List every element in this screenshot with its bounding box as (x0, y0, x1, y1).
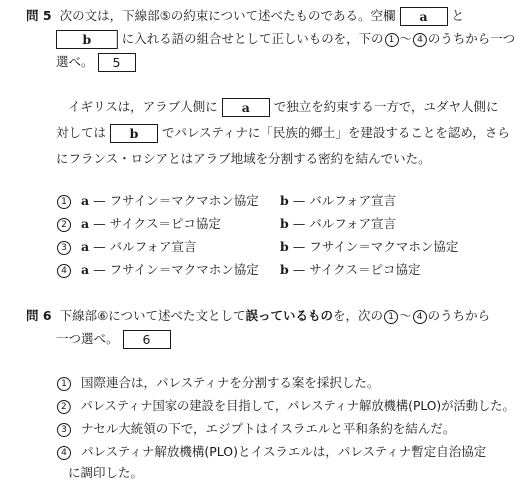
q6-intro-text-1b: を，次の (333, 308, 384, 323)
q5-intro-text-2b: のうちから一つ (427, 31, 516, 46)
q5-range-start-marker: 1 (385, 33, 399, 47)
q6-answer-box: 6 (123, 330, 171, 349)
q5-passage-text-2b: でパレスティナに「民族的郷土」を建設することを認め，さら (162, 125, 510, 140)
q5-option-2-a-text: — サイクス＝ピコ協定 (93, 216, 221, 231)
q6-option-3-marker: 3 (57, 423, 71, 437)
q5-option-2-b-text: — バルフォア宣言 (292, 216, 397, 231)
q5-option-3-b-text: — フサイン＝マクマホン協定 (292, 239, 459, 254)
q5-intro-text-2: に入れる語の組合せとして正しいものを，下の (121, 31, 384, 46)
q6-intro-line-2 (56, 329, 175, 349)
q5-intro-text-1b: と (451, 8, 465, 23)
q6-option-1[interactable] (56, 373, 379, 393)
q5-blank-b-box: b (56, 30, 118, 49)
q5-passage-text-1a: イギリスは，アラブ人側に (68, 99, 218, 114)
q5-option-3-b (280, 237, 458, 257)
q5-intro-line-2 (56, 29, 515, 49)
q5-option-4-marker: 4 (57, 264, 71, 278)
q5-option-3[interactable] (56, 237, 196, 257)
q6-option-1-text: 国際連合は，パレスティナを分割する案を採択した。 (81, 375, 380, 390)
q6-option-4-text: パレスティナ解放機構(PLO)とイスラエルは，パレスティナ暫定自治協定 (81, 444, 487, 459)
q5-answer-box: 5 (98, 53, 136, 72)
q5-option-2-b-label: b (280, 216, 289, 231)
q5-passage-text-2a: 対しては (56, 125, 107, 140)
q6-option-1-marker: 1 (57, 377, 71, 391)
q6-intro-text-1c: のうちから (427, 308, 491, 323)
q5-option-2-b (280, 214, 396, 234)
q5-option-1-a-label: a (81, 193, 90, 208)
q5-intro-line-1 (26, 6, 464, 26)
q5-option-3-b-label: b (280, 239, 289, 254)
q5-option-1-b (280, 191, 396, 211)
q5-passage-text-1b: で独立を約束する一方で，ユダヤ人側に (273, 99, 499, 114)
q5-passage-text-3: にフランス・ロシアとはアラブ地域を分割する密約を結んでいた。 (56, 151, 431, 166)
q5-option-1-b-label: b (280, 193, 289, 208)
q5-passage-line-1 (68, 97, 499, 117)
q5-option-4-a-label: a (81, 262, 90, 277)
q6-intro-text-1a: 下線部⑥について述べた文として (59, 308, 246, 323)
q5-passage-blank-a: a (222, 98, 270, 117)
q5-option-4-b-label: b (280, 262, 289, 277)
q6-intro-text-2: 一つ選べ。 (56, 331, 119, 346)
q6-option-3[interactable] (56, 419, 455, 439)
q6-option-3-text: ナセル大統領の下で，エジプトはイスラエルと平和条約を結んだ。 (81, 421, 456, 436)
q5-intro-text-3: 選べ。 (56, 54, 94, 69)
q5-option-1-marker: 1 (57, 195, 71, 209)
q6-intro-line-1 (26, 306, 490, 326)
q6-option-4[interactable] (56, 442, 486, 462)
q5-range-tilde: ～ (399, 31, 412, 46)
q6-option-2[interactable] (56, 396, 515, 416)
q5-range-end-marker: 4 (413, 33, 427, 47)
q6-option-4-marker: 4 (57, 446, 71, 460)
q5-passage-blank-b: b (110, 124, 158, 143)
q5-option-4-b (280, 260, 420, 280)
q6-option-2-text: パレスティナ国家の建設を目指して，パレスティナ解放機構(PLO)が活動した。 (80, 398, 515, 413)
q6-number: 問 6 (26, 308, 52, 323)
q5-intro-text-1a: 次の文は，下線部⑤の約束について述べたものである。空欄 (59, 8, 396, 23)
q6-range-end-marker: 4 (413, 310, 427, 324)
q5-option-1[interactable] (56, 191, 259, 211)
q5-option-3-marker: 3 (57, 241, 71, 255)
q5-option-2[interactable] (56, 214, 221, 234)
q6-option-2-marker: 2 (57, 400, 71, 414)
q5-option-4-a-text: — フサイン＝マクマホン協定 (93, 262, 259, 277)
q6-option-4-continued (68, 463, 143, 483)
q6-range-start-marker: 1 (384, 310, 398, 324)
q5-option-2-a-label: a (81, 216, 90, 231)
q5-passage-line-2 (56, 123, 510, 143)
q5-option-1-b-text: — バルフォア宣言 (292, 193, 397, 208)
q5-number: 問 5 (26, 8, 52, 23)
q6-range-tilde: ～ (399, 308, 412, 323)
q5-option-4[interactable] (56, 260, 259, 280)
q5-option-4-b-text: — サイクス＝ピコ協定 (292, 262, 421, 277)
q5-option-3-a-text: — バルフォア宣言 (93, 239, 197, 254)
q5-intro-line-3 (56, 52, 140, 72)
q5-blank-a-box: a (400, 7, 448, 26)
q5-option-1-a-text: — フサイン＝マクマホン協定 (93, 193, 259, 208)
q5-option-3-a-label: a (81, 239, 90, 254)
q5-passage-line-3 (56, 149, 431, 169)
q6-intro-emphasis: 誤っているもの (245, 308, 334, 323)
q5-option-2-marker: 2 (57, 218, 71, 232)
q6-option-4-text-continued: に調印した。 (68, 465, 144, 480)
